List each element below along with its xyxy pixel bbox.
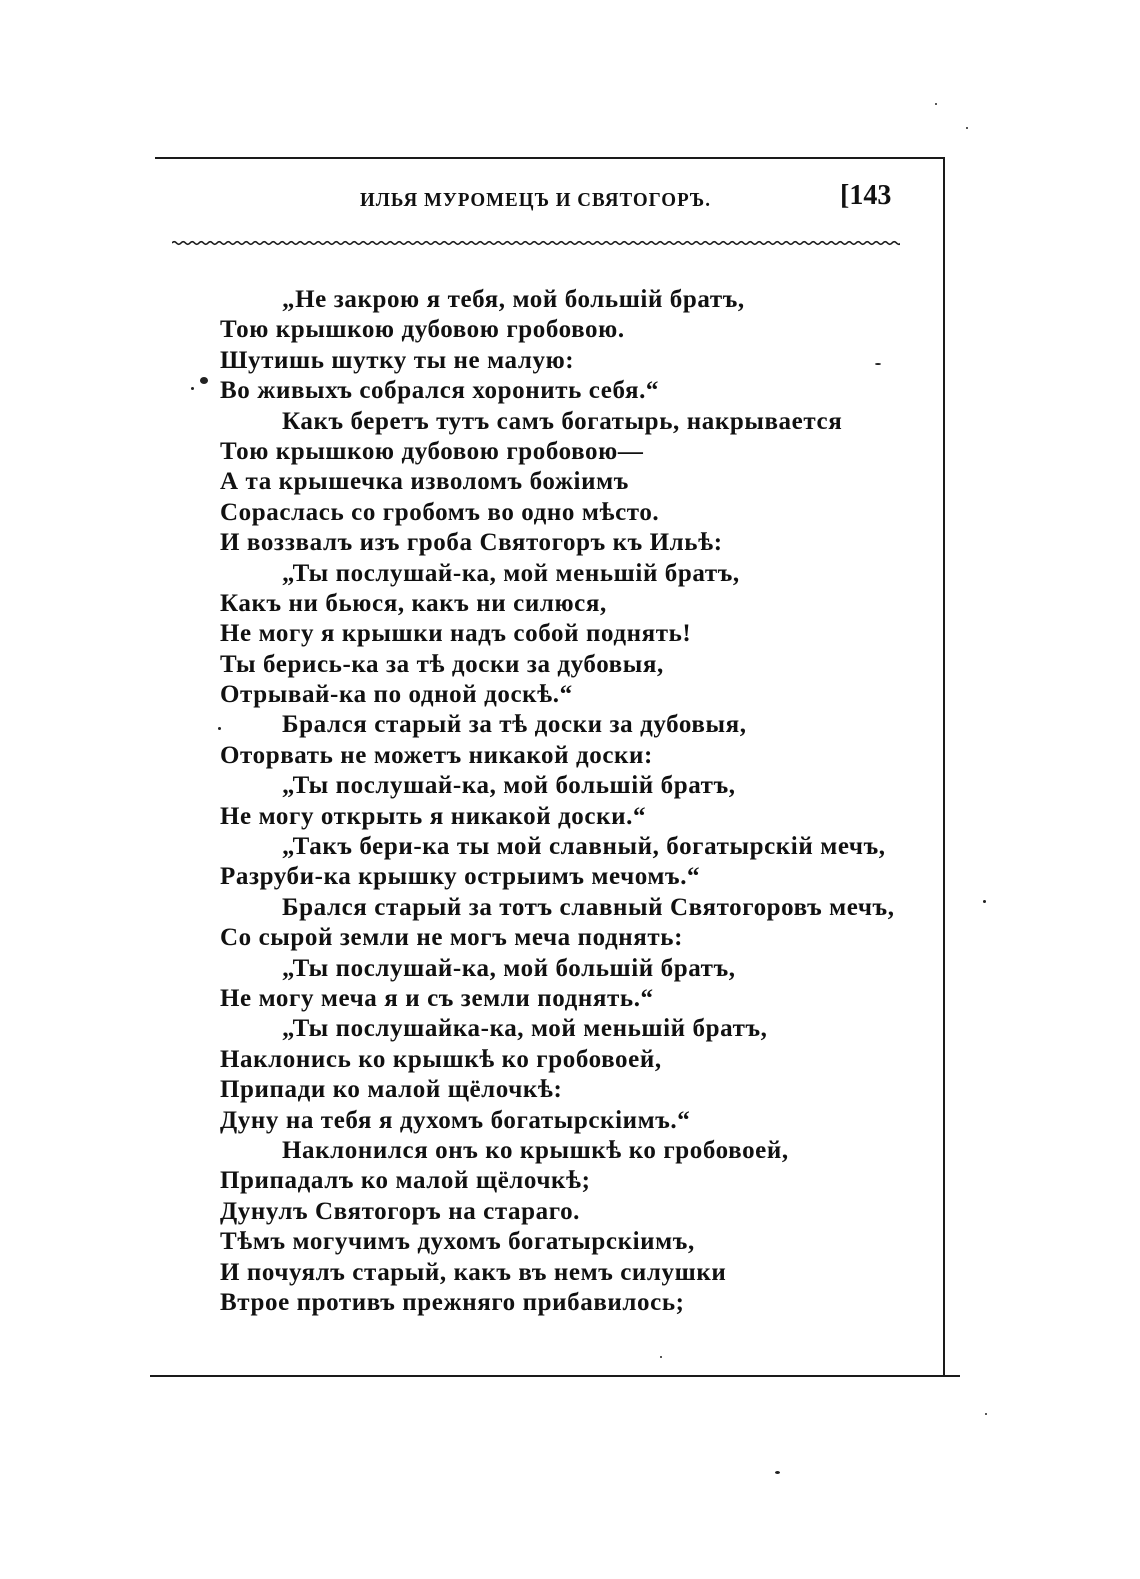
poem-line: Не могу я крышки надъ собой поднять! (220, 620, 692, 648)
poem-line: Разруби-ка крышку острыимъ мечомъ.“ (220, 863, 701, 891)
scan-speck (191, 387, 194, 390)
page-number: [143 (840, 180, 892, 211)
wavy-rule-divider (172, 236, 900, 250)
poem-line: Припадалъ ко малой щёлочкѣ; (220, 1167, 591, 1195)
poem-line: Оторвать не можетъ никакой доски: (220, 741, 653, 769)
poem-line: Во живыхъ собрался хоронить себя.“ (220, 377, 660, 405)
poem-line: Тою крышкою дубовою гробовою. (220, 316, 625, 344)
poem-line: Шутишь шутку ты не малую: (220, 346, 575, 374)
poem-line: „Не закрою я тебя, мой большій братъ, (282, 286, 745, 313)
poem-line: „Такъ бери-ка ты мой славный, богатырскій мечъ, (282, 833, 886, 861)
scan-speck (875, 363, 881, 365)
scan-speck (935, 103, 937, 105)
poem-line: Ты берись-ка за тѣ доски за дубовыя, (220, 650, 664, 678)
poem-line: Сораслась со гробомъ во одно мѣсто. (220, 498, 660, 526)
poem-line: Тою крышкою дубовою гробовою— (220, 437, 644, 465)
poem-line: Наклонись ко крышкѣ ко гробовоей, (220, 1045, 662, 1073)
poem-body (220, 285, 895, 1318)
poem-line: Припади ко малой щёлочкѣ: (220, 1076, 563, 1104)
poem-line: И почуялъ старый, какъ въ немъ силушки (220, 1258, 727, 1286)
poem-line: „Ты послушай-ка, мой большій братъ, (282, 954, 736, 982)
poem-line: Дуну на тебя я духомъ богатырскіимъ.“ (220, 1106, 691, 1134)
page-frame-top-rule (155, 157, 945, 159)
scan-speck (985, 1413, 987, 1415)
poem-line: Отрывай-ка по одной доскѣ.“ (220, 681, 573, 709)
scan-speck (660, 1356, 662, 1358)
poem-line: „Ты послушай-ка, мой большій братъ, (282, 772, 736, 800)
scan-speck (775, 1471, 780, 1474)
poem-line: Брался старый за тѣ доски за дубовыя, (282, 711, 747, 739)
scan-speck (200, 377, 208, 384)
poem-line: Брался старый за тотъ славный Святогоровъ мечъ, (282, 893, 895, 921)
poem-line: Со сырой земли не могъ меча поднять: (220, 924, 683, 952)
page-frame-bottom-rule (150, 1375, 960, 1377)
poem-line: И воззвалъ изъ гроба Святогоръ къ Ильѣ: (220, 529, 723, 557)
poem-line: Втрое противъ прежняго прибавилось; (220, 1288, 685, 1316)
poem-line: Не могу открыть я никакой доски.“ (220, 802, 647, 830)
poem-line: Дунулъ Святогоръ на стараго. (220, 1197, 581, 1225)
poem-line: Не могу меча я и съ земли поднять.“ (220, 984, 654, 1012)
scan-speck (983, 900, 986, 903)
scan-speck (966, 127, 968, 129)
scan-speck (218, 727, 221, 730)
poem-line: А та крышечка изволомъ божіимъ (220, 468, 629, 496)
poem-line: Наклонился онъ ко крышкѣ ко гробовоей, (282, 1136, 789, 1164)
poem-line: „Ты послушай-ка, мой меньшій братъ, (282, 559, 740, 587)
poem-line: „Ты послушайка-ка, мой меньшій братъ, (282, 1015, 768, 1043)
poem-line: Тѣмъ могучимъ духомъ богатырскіимъ, (220, 1228, 695, 1256)
running-title: ИЛЬЯ МУРОМЕЦЪ И СВЯТОГОРЪ. (360, 189, 711, 212)
page-frame-right-rule (943, 157, 945, 1377)
poem-line: Какъ ни бьюся, какъ ни силюся, (220, 589, 607, 617)
poem-line: Какъ беретъ тутъ самъ богатырь, накрывается (282, 407, 843, 435)
